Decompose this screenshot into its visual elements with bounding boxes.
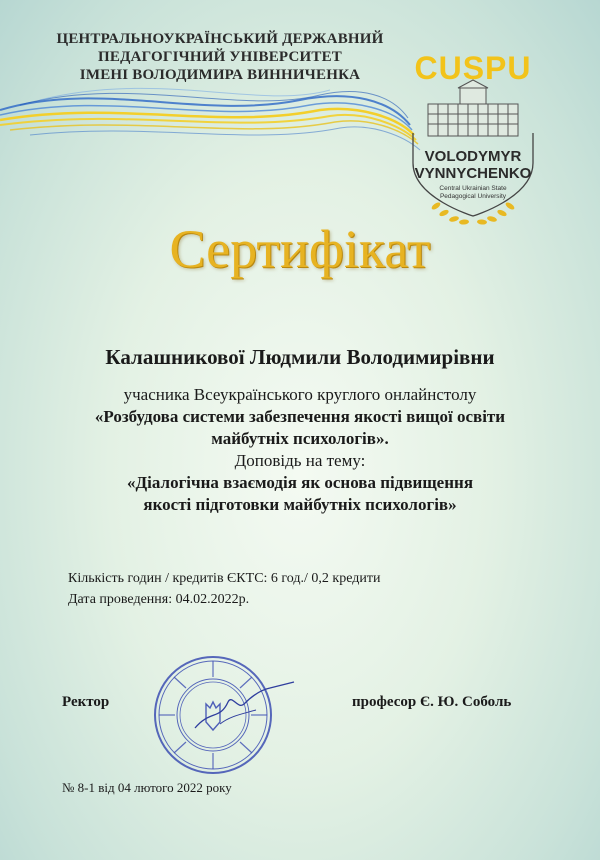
university-name-line-3: ІМЕНІ ВОЛОДИМИРА ВИННИЧЕНКА xyxy=(79,67,361,83)
certificate-title: Сертифікат xyxy=(169,219,431,279)
report-topic-line-2: якості підготовки майбутніх психологів» xyxy=(143,495,457,514)
participant-line: учасника Всеукраїнського круглого онлайнстолу xyxy=(123,385,477,404)
report-intro: Доповідь на тему: xyxy=(234,451,366,470)
signer-name: професор Є. Ю. Соболь xyxy=(352,694,512,710)
event-title-line-2: майбутніх психологів». xyxy=(211,429,389,448)
report-topic-line-1: «Діалогічна взаємодія як основа підвищення xyxy=(126,473,474,492)
logo-subtitle-line-1: Central Ukrainian State xyxy=(439,185,507,192)
university-name-line-2: ПЕДАГОГІЧНИЙ УНІВЕРСИТЕТ xyxy=(98,49,342,65)
logo-subtitle-line-2: Pedagogical University xyxy=(439,193,507,200)
logo-name-line-1: VOLODYMYR xyxy=(424,148,522,165)
logo-abbreviation: CUSPU xyxy=(414,50,532,86)
certificate-body xyxy=(0,384,600,516)
rector-label: Ректор xyxy=(62,694,110,710)
university-name-line-1: ЦЕНТРАЛЬНОУКРАЇНСЬКИЙ ДЕРЖАВНИЙ xyxy=(56,31,384,47)
event-date: Дата проведення: 04.02.2022р. xyxy=(68,592,250,607)
document-number: № 8-1 від 04 лютого 2022 року xyxy=(62,780,232,795)
rector-signature xyxy=(190,680,300,740)
event-title-line-1: «Розбудова системи забезпечення якості вищої освіти xyxy=(94,407,506,426)
recipient-name: Калашникової Людмили Володимирівни xyxy=(105,345,495,369)
hours-credits: Кількість годин / кредитів ЄКТС: 6 год./ 0,2 кредити xyxy=(68,571,381,586)
certificate-details xyxy=(68,568,380,610)
university-logo xyxy=(398,38,548,238)
logo-name-line-2: VYNNYCHENKO xyxy=(414,165,532,182)
